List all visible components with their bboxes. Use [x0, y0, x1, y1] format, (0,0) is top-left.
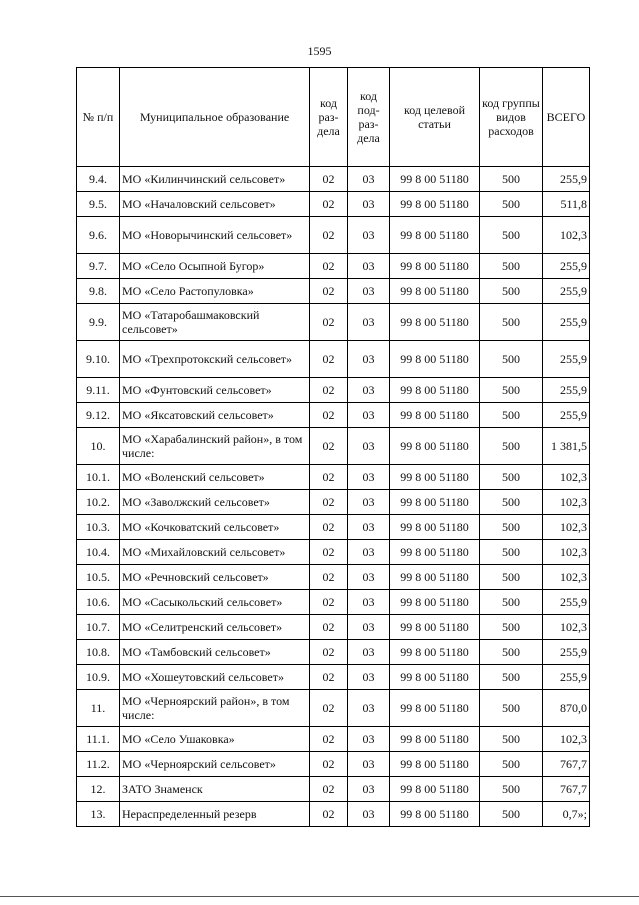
row-number: 9.12. [77, 403, 120, 428]
target-code: 99 8 00 51180 [390, 565, 480, 590]
table-row [77, 192, 590, 217]
total-amount: 0,7»; [543, 802, 590, 827]
table-row [77, 279, 590, 304]
subsection-code: 03 [348, 192, 390, 217]
target-code: 99 8 00 51180 [390, 279, 480, 304]
row-number: 9.7. [77, 254, 120, 279]
target-code: 99 8 00 51180 [390, 192, 480, 217]
municipality-name: Нераспределенный резерв [120, 802, 310, 827]
subsection-code: 03 [348, 540, 390, 565]
header-section-code: код раз-дела [310, 68, 348, 167]
section-code: 02 [310, 428, 348, 465]
municipality-name: МО «Сасыкольский сельсовет» [120, 590, 310, 615]
subsection-code: 03 [348, 428, 390, 465]
table-row [77, 465, 590, 490]
table-row [77, 690, 590, 727]
total-amount: 102,3 [543, 565, 590, 590]
subsection-code: 03 [348, 465, 390, 490]
row-number: 10. [77, 428, 120, 465]
total-amount: 255,9 [543, 279, 590, 304]
table-row [77, 403, 590, 428]
section-code: 02 [310, 465, 348, 490]
table-row [77, 304, 590, 341]
section-code: 02 [310, 640, 348, 665]
expense-group-code: 500 [480, 192, 543, 217]
row-number: 12. [77, 777, 120, 802]
header-total: ВСЕГО [543, 68, 590, 167]
total-amount: 511,8 [543, 192, 590, 217]
subsection-code: 03 [348, 590, 390, 615]
row-number: 10.6. [77, 590, 120, 615]
target-code: 99 8 00 51180 [390, 752, 480, 777]
section-code: 02 [310, 279, 348, 304]
row-number: 9.8. [77, 279, 120, 304]
row-number: 11.2. [77, 752, 120, 777]
expense-group-code: 500 [480, 590, 543, 615]
table-row [77, 565, 590, 590]
expense-group-code: 500 [480, 428, 543, 465]
target-code: 99 8 00 51180 [390, 490, 480, 515]
municipality-name: МО «Трехпротокский сельсовет» [120, 341, 310, 378]
page-number: 1595 [307, 44, 332, 58]
row-number: 10.7. [77, 615, 120, 640]
table-row [77, 254, 590, 279]
target-code: 99 8 00 51180 [390, 304, 480, 341]
total-amount: 102,3 [543, 465, 590, 490]
target-code: 99 8 00 51180 [390, 802, 480, 827]
section-code: 02 [310, 515, 348, 540]
target-code: 99 8 00 51180 [390, 615, 480, 640]
total-amount: 1 381,5 [543, 428, 590, 465]
subsection-code: 03 [348, 515, 390, 540]
target-code: 99 8 00 51180 [390, 254, 480, 279]
subsection-code: 03 [348, 615, 390, 640]
target-code: 99 8 00 51180 [390, 690, 480, 727]
subsection-code: 03 [348, 378, 390, 403]
expense-group-code: 500 [480, 540, 543, 565]
target-code: 99 8 00 51180 [390, 640, 480, 665]
total-amount: 767,7 [543, 752, 590, 777]
section-code: 02 [310, 254, 348, 279]
target-code: 99 8 00 51180 [390, 590, 480, 615]
section-code: 02 [310, 777, 348, 802]
total-amount: 255,9 [543, 590, 590, 615]
target-code: 99 8 00 51180 [390, 167, 480, 192]
section-code: 02 [310, 752, 348, 777]
expense-group-code: 500 [480, 279, 543, 304]
expense-group-code: 500 [480, 167, 543, 192]
row-number: 10.9. [77, 665, 120, 690]
expense-group-code: 500 [480, 640, 543, 665]
target-code: 99 8 00 51180 [390, 540, 480, 565]
row-number: 11.1. [77, 727, 120, 752]
municipality-name: МО «Килинчинский сельсовет» [120, 167, 310, 192]
header-expense-group-code: код группы видов расходов [480, 68, 543, 167]
subsection-code: 03 [348, 640, 390, 665]
row-number: 9.9. [77, 304, 120, 341]
expense-group-code: 500 [480, 777, 543, 802]
table-row [77, 217, 590, 254]
section-code: 02 [310, 167, 348, 192]
municipality-name: МО «Михайловский сельсовет» [120, 540, 310, 565]
section-code: 02 [310, 341, 348, 378]
section-code: 02 [310, 590, 348, 615]
subsection-code: 03 [348, 217, 390, 254]
expense-group-code: 500 [480, 665, 543, 690]
section-code: 02 [310, 665, 348, 690]
total-amount: 870,0 [543, 690, 590, 727]
subsection-code: 03 [348, 341, 390, 378]
table-row [77, 341, 590, 378]
municipality-name: МО «Татаробашмаковский сельсовет» [120, 304, 310, 341]
subsection-code: 03 [348, 752, 390, 777]
municipality-name: МО «Воленский сельсовет» [120, 465, 310, 490]
table-row [77, 640, 590, 665]
header-number: № п/п [77, 68, 120, 167]
header-subsection-code: код под-раз-дела [348, 68, 390, 167]
total-amount: 102,3 [543, 515, 590, 540]
section-code: 02 [310, 192, 348, 217]
table-row [77, 490, 590, 515]
row-number: 10.2. [77, 490, 120, 515]
target-code: 99 8 00 51180 [390, 515, 480, 540]
total-amount: 255,9 [543, 640, 590, 665]
expense-group-code: 500 [480, 802, 543, 827]
target-code: 99 8 00 51180 [390, 428, 480, 465]
target-code: 99 8 00 51180 [390, 217, 480, 254]
row-number: 9.11. [77, 378, 120, 403]
total-amount: 102,3 [543, 615, 590, 640]
row-number: 10.4. [77, 540, 120, 565]
municipality-name: МО «Заволжский сельсовет» [120, 490, 310, 515]
total-amount: 102,3 [543, 490, 590, 515]
subsection-code: 03 [348, 304, 390, 341]
expense-group-code: 500 [480, 304, 543, 341]
row-number: 9.4. [77, 167, 120, 192]
expense-group-code: 500 [480, 465, 543, 490]
table-row [77, 777, 590, 802]
section-code: 02 [310, 615, 348, 640]
total-amount: 255,9 [543, 254, 590, 279]
row-number: 9.6. [77, 217, 120, 254]
municipality-name: ЗАТО Знаменск [120, 777, 310, 802]
table-row [77, 665, 590, 690]
municipality-name: МО «Фунтовский сельсовет» [120, 378, 310, 403]
row-number: 10.8. [77, 640, 120, 665]
municipality-name: МО «Новорычинский сельсовет» [120, 217, 310, 254]
table-row [77, 590, 590, 615]
table-row [77, 515, 590, 540]
total-amount: 255,9 [543, 304, 590, 341]
expense-group-code: 500 [480, 490, 543, 515]
municipality-name: МО «Село Ушаковка» [120, 727, 310, 752]
subsection-code: 03 [348, 727, 390, 752]
subsection-code: 03 [348, 279, 390, 304]
table-row [77, 802, 590, 827]
section-code: 02 [310, 304, 348, 341]
section-code: 02 [310, 690, 348, 727]
municipality-name: МО «Село Растопуловка» [120, 279, 310, 304]
expense-group-code: 500 [480, 565, 543, 590]
section-code: 02 [310, 403, 348, 428]
section-code: 02 [310, 565, 348, 590]
section-code: 02 [310, 378, 348, 403]
municipality-name: МО «Кочковатский сельсовет» [120, 515, 310, 540]
table-row [77, 428, 590, 465]
expense-group-code: 500 [480, 378, 543, 403]
row-number: 9.5. [77, 192, 120, 217]
table-row [77, 378, 590, 403]
row-number: 10.1. [77, 465, 120, 490]
municipality-name: МО «Село Осыпной Бугор» [120, 254, 310, 279]
bottom-rule [0, 896, 639, 897]
row-number: 10.5. [77, 565, 120, 590]
subsection-code: 03 [348, 254, 390, 279]
section-code: 02 [310, 540, 348, 565]
expense-group-code: 500 [480, 515, 543, 540]
header-municipality: Муниципальное образование [120, 68, 310, 167]
table-row [77, 167, 590, 192]
total-amount: 102,3 [543, 217, 590, 254]
expense-group-code: 500 [480, 752, 543, 777]
target-code: 99 8 00 51180 [390, 378, 480, 403]
target-code: 99 8 00 51180 [390, 665, 480, 690]
municipality-name: МО «Началовский сельсовет» [120, 192, 310, 217]
table-header-row [77, 68, 590, 167]
municipality-name: МО «Черноярский район», в том числе: [120, 690, 310, 727]
table-row [77, 752, 590, 777]
municipality-name: МО «Селитренский сельсовет» [120, 615, 310, 640]
target-code: 99 8 00 51180 [390, 403, 480, 428]
total-amount: 767,7 [543, 777, 590, 802]
subsection-code: 03 [348, 777, 390, 802]
target-code: 99 8 00 51180 [390, 341, 480, 378]
municipality-name: МО «Черноярский сельсовет» [120, 752, 310, 777]
total-amount: 102,3 [543, 727, 590, 752]
subsection-code: 03 [348, 167, 390, 192]
target-code: 99 8 00 51180 [390, 727, 480, 752]
municipality-name: МО «Речновский сельсовет» [120, 565, 310, 590]
total-amount: 255,9 [543, 378, 590, 403]
section-code: 02 [310, 490, 348, 515]
row-number: 11. [77, 690, 120, 727]
row-number: 10.3. [77, 515, 120, 540]
expense-group-code: 500 [480, 217, 543, 254]
section-code: 02 [310, 217, 348, 254]
expense-group-code: 500 [480, 254, 543, 279]
subsection-code: 03 [348, 690, 390, 727]
total-amount: 255,9 [543, 341, 590, 378]
total-amount: 255,9 [543, 403, 590, 428]
subsection-code: 03 [348, 565, 390, 590]
subsection-code: 03 [348, 403, 390, 428]
municipality-name: МО «Хошеутовский сельсовет» [120, 665, 310, 690]
target-code: 99 8 00 51180 [390, 465, 480, 490]
expense-group-code: 500 [480, 403, 543, 428]
municipality-name: МО «Яксатовский сельсовет» [120, 403, 310, 428]
expense-group-code: 500 [480, 615, 543, 640]
expense-group-code: 500 [480, 341, 543, 378]
table-row [77, 727, 590, 752]
table-row [77, 615, 590, 640]
total-amount: 102,3 [543, 540, 590, 565]
subsection-code: 03 [348, 665, 390, 690]
municipality-name: МО «Тамбовский сельсовет» [120, 640, 310, 665]
municipality-name: МО «Харабалинский район», в том числе: [120, 428, 310, 465]
expense-group-code: 500 [480, 727, 543, 752]
section-code: 02 [310, 802, 348, 827]
table-row [77, 540, 590, 565]
subsection-code: 03 [348, 802, 390, 827]
row-number: 9.10. [77, 341, 120, 378]
expense-group-code: 500 [480, 690, 543, 727]
section-code: 02 [310, 727, 348, 752]
header-target-code: код целевой статьи [390, 68, 480, 167]
subsection-code: 03 [348, 490, 390, 515]
total-amount: 255,9 [543, 167, 590, 192]
row-number: 13. [77, 802, 120, 827]
budget-allocation-table [76, 67, 590, 827]
target-code: 99 8 00 51180 [390, 777, 480, 802]
total-amount: 255,9 [543, 665, 590, 690]
